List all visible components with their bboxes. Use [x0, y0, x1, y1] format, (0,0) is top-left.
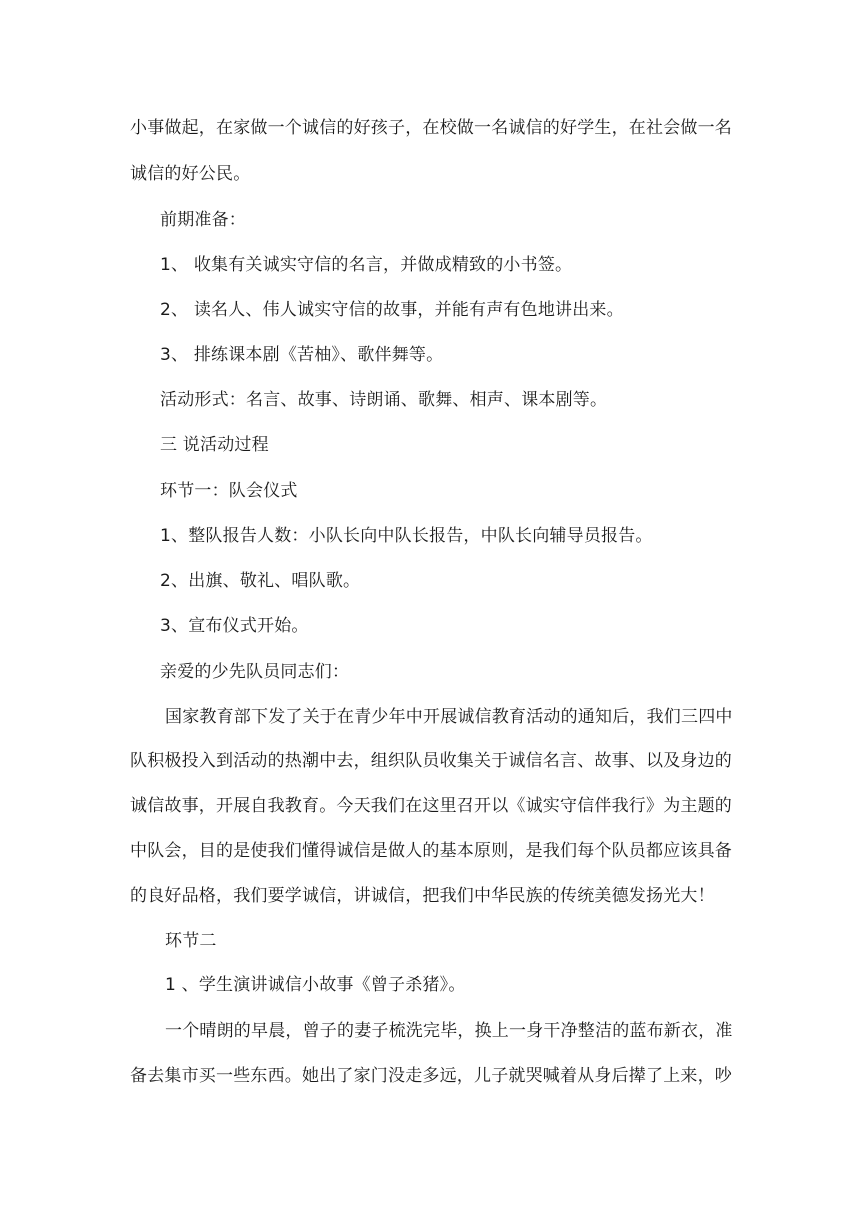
list-item: 3、宣布仪式开始。: [160, 616, 309, 636]
text-line: 中队会，目的是使我们懂得诚信是做人的基本原则，是我们每个队员都应该具备: [130, 841, 732, 861]
list-item: 2、 读名人、伟人诚实守信的故事，并能有声有色地讲出来。: [160, 300, 624, 320]
text-line: 的良好品格，我们要学诚信，讲诚信，把我们中华民族的传统美德发扬光大！: [130, 886, 715, 906]
list-item: 1、 收集有关诚实守信的名言，并做成精致的小书签。: [160, 255, 573, 275]
section-heading: 三 说活动过程: [160, 435, 269, 455]
list-item: 2、出旗、敬礼、唱队歌。: [160, 571, 361, 591]
list-item: 1、整队报告人数：小队长向中队长报告，中队长向辅导员报告。: [160, 526, 653, 546]
text-line: 备去集市买一些东西。她出了家门没走多远，儿子就哭喊着从身后撵了上来，吵: [130, 1066, 732, 1086]
text-line: 诚信故事，开展自我教育。今天我们在这里召开以《诚实守信伴我行》为主题的: [130, 796, 732, 816]
text-line: 队积极投入到活动的热潮中去，组织队员收集关于诚信名言、故事、以及身边的: [130, 751, 732, 771]
section-heading: 环节一：队会仪式: [160, 481, 298, 501]
text-line: 一个晴朗的早晨，曾子的妻子梳洗完毕，换上一身干净整洁的蓝布新衣，准: [165, 1021, 733, 1041]
text-line: 亲爱的少先队员同志们：: [160, 662, 350, 682]
list-item: 3、 排练课本剧《苦柚》、歌伴舞等。: [160, 345, 444, 365]
text-line: 诚信的好公民。: [130, 164, 251, 184]
list-item: 1 、学生演讲诚信小故事《曾子杀猪》。: [165, 975, 466, 995]
text-line: 国家教育部下发了关于在青少年中开展诚信教育活动的通知后，我们三四中: [165, 707, 733, 727]
section-heading: 前期准备：: [160, 210, 246, 230]
text-line: 活动形式：名言、故事、诗朗诵、歌舞、相声、课本剧等。: [160, 390, 608, 410]
text-line: 小事做起，在家做一个诚信的好孩子，在校做一名诚信的好学生，在社会做一名: [130, 118, 732, 138]
section-heading: 环节二: [165, 931, 217, 951]
